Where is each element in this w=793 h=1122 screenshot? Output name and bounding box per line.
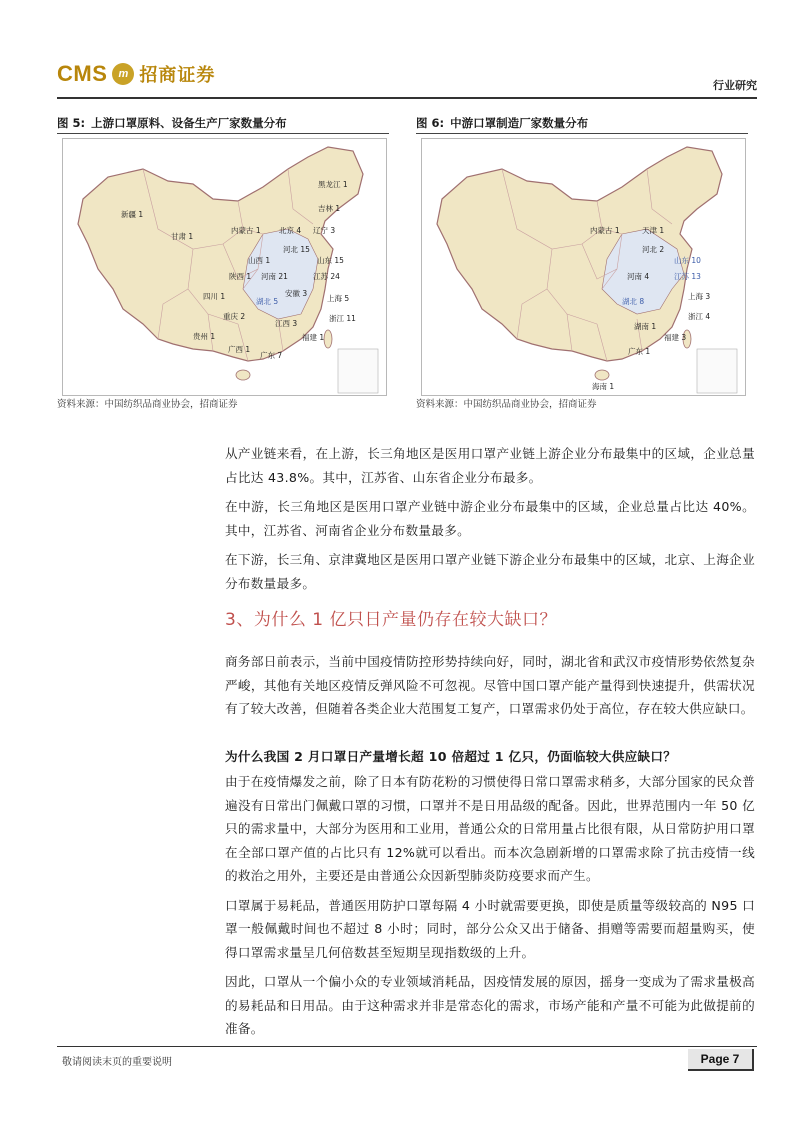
- label-anhui: 安徽 3: [285, 289, 308, 298]
- label-henan: 河南 21: [261, 272, 288, 281]
- paragraph-downstream: 在下游，长三角、京津冀地区是医用口罩产业链下游企业分布最集中的区域，北京、上海企业分布数量最多。: [225, 552, 755, 591]
- figure-5-caption: 上游口罩原料、设备生产厂家数量分布: [91, 116, 287, 130]
- china-map-midstream: [422, 139, 746, 396]
- question-heading: 为什么我国 2 月口罩日产量增长超 10 倍超过 1 亿只，仍面临较大供应缺口？: [225, 749, 677, 764]
- label-henan: 河南 4: [627, 272, 650, 281]
- label-hebei: 河北 2: [642, 245, 665, 254]
- logo-badge-letter: m: [118, 68, 129, 80]
- scs-inset: [697, 349, 737, 393]
- label-guangdong: 广东 1: [628, 347, 651, 356]
- label-xinjiang: 新疆 1: [121, 210, 144, 219]
- label-shaanxi: 陕西 1: [229, 272, 252, 281]
- china-outline: [437, 147, 722, 361]
- label-shanghai: 上海 5: [327, 294, 350, 303]
- paragraph-upstream: 从产业链来看，在上游，长三角地区是医用口罩产业链上游企业分布最集中的区域，企业总量占比达 43.8%。其中，江苏省、山东省企业分布最多。: [225, 446, 755, 485]
- figure-5-source: 资料来源：中国纺织品商业协会，招商证券: [57, 399, 238, 410]
- figure-6-title: [416, 115, 748, 131]
- label-hebei: 河北 15: [283, 245, 310, 254]
- figure-6-caption: 中游口罩制造厂家数量分布: [450, 116, 589, 130]
- label-zhejiang: 浙江 11: [329, 314, 356, 323]
- figure-6-rule: [416, 133, 748, 134]
- paragraph-ministry: 商务部日前表示，当前中国疫情防控形势持续向好，同时，湖北省和武汉市疫情形势依然复杂严峻，其他有关地区疫情反弹风险不可忽视。尽管中国口罩产能产量得到快速提升，供需状况有了较大改善，但随着各类企业大范围复工复产，口罩需求仍处于高位，存在较大供应缺口。: [225, 654, 755, 716]
- label-jiangsu: 江苏 24: [313, 272, 340, 281]
- label-hunan: 湖南 1: [634, 322, 657, 331]
- label-guangxi: 广西 1: [228, 345, 251, 354]
- map-upstream: [62, 138, 387, 396]
- label-gansu: 甘肃 1: [171, 232, 194, 241]
- label-fujian: 福建 1: [302, 333, 325, 342]
- figure-5-number: 图 5:: [57, 116, 86, 130]
- figure-6-source: 资料来源：中国纺织品商业协会，招商证券: [416, 399, 597, 410]
- paragraph-midstream: 在中游，长三角地区是医用口罩产业链中游企业分布最集中的区域，企业总量占比达 40%。其中，江苏省、河南省企业分布数量最多。: [225, 499, 755, 538]
- label-shandong: 山东 10: [674, 256, 701, 265]
- label-guangdong: 广东 7: [260, 351, 283, 360]
- label-heilongjiang: 黑龙江 1: [318, 180, 348, 189]
- footer-rule: [57, 1046, 757, 1047]
- label-jilin: 吉林 1: [318, 204, 341, 213]
- label-hubei: 湖北 5: [256, 297, 279, 306]
- figure-6-number: 图 6:: [416, 116, 445, 130]
- label-tianjin: 天津 1: [642, 226, 665, 235]
- label-fujian: 福建 3: [664, 333, 687, 342]
- label-jiangxi: 江西 3: [275, 319, 298, 328]
- explanation-paragraphs: [225, 770, 755, 1041]
- label-jiangsu: 江苏 13: [674, 272, 701, 281]
- page-header: [57, 55, 757, 101]
- label-neimenggu: 内蒙古 1: [231, 226, 261, 235]
- header-rule: [57, 97, 757, 99]
- china-map-upstream: [63, 139, 387, 396]
- paragraph-background: 由于在疫情爆发之前，除了日本有防花粉的习惯使得日常口罩需求稍多，大部分国家的民众普遍没有日常出门佩戴口罩的习惯，口罩并不是日用品级的配备。因此，世界范围内一年 50 亿只的需求量中，大部分为医用和工业用，普通公众的日常用量占比很有限，从日常防护用口罩在全部口罩产值的占比只有 12%就可以看出。而本次急剧新增的口罩需求除了抗击疫情一线的救治之用外，主要还是由普通公众因新型肺炎防疫要求而产生。: [225, 774, 755, 883]
- label-shanghai: 上海 3: [688, 292, 711, 301]
- cms-logo: [57, 61, 215, 87]
- label-sichuan: 四川 1: [203, 292, 226, 301]
- paragraph-consumable: 口罩属于易耗品，普通医用防护口罩每隔 4 小时就需要更换，即使是质量等级较高的 N95 口罩一般佩戴时间也不超过 8 小时；同时，部分公众又出于储备、捐赠等需要而超量购买，使得口罩需求量呈几何倍数甚至短期呈现指数级的上升。: [225, 897, 755, 960]
- scs-inset: [338, 349, 378, 393]
- figure-5: [57, 115, 389, 396]
- taiwan-shape: [324, 330, 332, 348]
- label-neimenggu: 内蒙古 1: [590, 226, 620, 235]
- label-hubei: 湖北 8: [622, 297, 645, 306]
- label-beijing: 北京 4: [279, 226, 302, 235]
- label-liaoning: 辽宁 3: [313, 226, 336, 235]
- label-shandong: 山东 15: [317, 256, 344, 265]
- logo-cn-text: 招商证券: [139, 65, 216, 86]
- hainan-shape: [595, 370, 609, 380]
- figure-5-rule: [57, 133, 389, 134]
- hainan-shape: [236, 370, 250, 380]
- figure-5-title: [57, 115, 389, 131]
- paragraph-conclusion: 因此，口罩从一个偏小众的专业领域消耗品，因疫情发展的原因，摇身一变成为了需求量极高的易耗品和日用品。由于这种需求并非是常态化的需求，市场产能和产量不可能为此做提前的准备。: [225, 974, 755, 1036]
- chain-paragraphs: [225, 442, 755, 595]
- footer-disclaimer: 敬请阅读末页的重要说明: [62, 1057, 172, 1068]
- label-chongqing: 重庆 2: [223, 312, 246, 321]
- label-zhejiang: 浙江 4: [688, 312, 711, 321]
- ministry-paragraph-block: [225, 650, 755, 721]
- map-midstream: [421, 138, 746, 396]
- label-hainan: 海南 1: [592, 382, 615, 391]
- page-number: Page 7: [688, 1049, 754, 1071]
- label-guizhou: 贵州 1: [193, 332, 216, 341]
- label-shanxi: 山西 1: [248, 256, 271, 265]
- logo-cms-text: CMS: [57, 61, 108, 86]
- section-heading: 3、为什么 1 亿只日产量仍存在较大缺口？: [225, 610, 557, 630]
- section-tag: 行业研究: [713, 79, 757, 92]
- figure-6: [416, 115, 748, 396]
- logo-badge-icon: [112, 63, 134, 85]
